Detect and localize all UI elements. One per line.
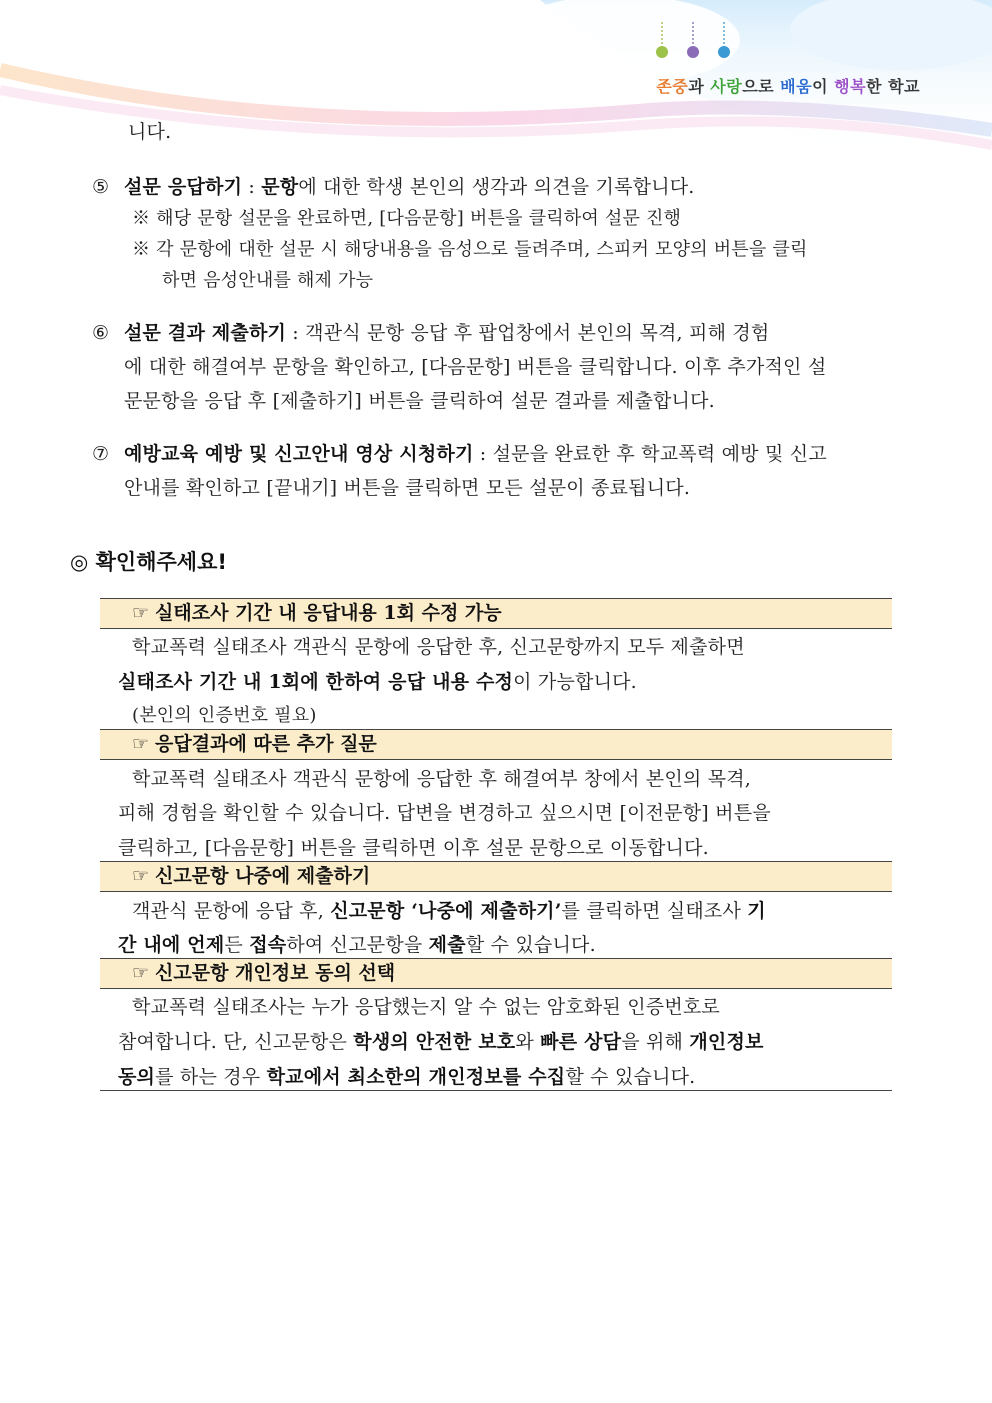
notice-bottom-rule — [100, 1090, 892, 1091]
step-number: ⑥ — [92, 322, 110, 344]
step-5-note-1: ※ 해당 문항 설문을 완료하면, [다음문항] 버튼을 클릭하여 설문 진행 — [132, 208, 682, 229]
step-title: 예방교육 예방 및 신고안내 영상 시청하기 — [124, 443, 474, 465]
slogan-learning: 배움 — [780, 77, 813, 96]
slogan-love: 사랑 — [710, 77, 743, 96]
slogan-respect: 존중 — [656, 77, 689, 96]
notice-3-line-1: 객관식 문항에 응답 후, 신고문항 ‘나중에 제출하기’를 클릭하면 실태조사 기 — [132, 900, 766, 922]
notice-2-line-1: 학교폭력 실태조사 객관식 문항에 응답한 후 해결여부 창에서 본인의 목격, — [132, 768, 752, 790]
continued-text: 니다. — [128, 121, 172, 143]
pointing-hand-icon: ☞ — [132, 962, 150, 984]
notice-1-line-3: (본인의 인증번호 필요) — [132, 705, 317, 726]
slogan-part: 과 — [688, 77, 711, 96]
slogan-part: 으로 — [742, 77, 781, 96]
step-6-line-3: 문문항을 응답 후 [제출하기] 버튼을 클릭하여 설문 결과를 제출합니다. — [124, 390, 715, 412]
step-title: 설문 결과 제출하기 — [124, 322, 287, 344]
pointing-hand-icon: ☞ — [132, 865, 150, 887]
notice-2-line-3: 클릭하고, [다음문항] 버튼을 클릭하면 이후 설문 문항으로 이동합니다. — [118, 837, 709, 859]
slogan-part: 이 — [812, 77, 835, 96]
notice-4-line-1: 학교폭력 실태조사는 누가 응답했는지 알 수 없는 암호화된 인증번호로 — [132, 996, 720, 1018]
step-6-line-2: 에 대한 해결여부 문항을 확인하고, [다음문항] 버튼을 클릭합니다. 이후 추가적인 설 — [124, 356, 827, 378]
slogan-part: 한 학교 — [866, 77, 920, 96]
step-6: ⑥ 설문 결과 제출하기 : 객관식 문항 응답 후 팝업창에서 본인의 목격, 피해 경험 — [92, 322, 770, 344]
notice-1-line-2: 실태조사 기간 내 1회에 한하여 응답 내용 수정이 가능합니다. — [118, 671, 637, 693]
notice-1-line-1: 학교폭력 실태조사 객관식 문항에 응답한 후, 신고문항까지 모두 제출하면 — [132, 636, 745, 658]
step-5: ⑤ 설문 응답하기 : 문항에 대한 학생 본인의 생각과 의견을 기록합니다. — [92, 176, 695, 198]
notice-4-line-3: 동의를 하는 경우 학교에서 최소한의 개인정보를 수집할 수 있습니다. — [118, 1066, 696, 1088]
pointing-hand-icon: ☞ — [132, 733, 150, 755]
notice-4-line-2: 참여합니다. 단, 신고문항은 학생의 안전한 보호와 빠른 상담을 위해 개인정보 — [118, 1031, 764, 1053]
school-slogan — [656, 74, 920, 97]
step-5-note-2: ※ 각 문항에 대한 설문 시 해당내용을 음성으로 들려주며, 스피커 모양의 버튼을 클릭 — [132, 239, 808, 260]
step-7-line-2: 안내를 확인하고 [끝내기] 버튼을 클릭하면 모든 설문이 종료됩니다. — [124, 477, 691, 499]
three-dots-ornament — [648, 20, 738, 70]
notice-heading-edit-once: ☞ 실태조사 기간 내 응답내용 1회 수정 가능 — [100, 598, 892, 629]
step-5-note-2-cont: 하면 음성안내를 해제 가능 — [162, 270, 374, 291]
step-number: ⑤ — [92, 176, 110, 198]
notice-2-line-2: 피해 경험을 확인할 수 있습니다. 답변을 변경하고 싶으시면 [이전문항] 버튼을 — [118, 802, 771, 824]
notice-title: ◎ 확인해주세요! — [70, 550, 227, 574]
notice-3-line-2: 간 내에 언제든 접속하여 신고문항을 제출할 수 있습니다. — [118, 934, 596, 956]
slogan-happy: 행복 — [834, 77, 867, 96]
notice-heading-additional-question: ☞ 응답결과에 따른 추가 질문 — [100, 729, 892, 760]
notice-heading-privacy-consent: ☞ 신고문항 개인정보 동의 선택 — [100, 958, 892, 989]
pointing-hand-icon: ☞ — [132, 602, 150, 624]
step-title: 설문 응답하기 — [124, 176, 243, 198]
notice-heading-submit-later: ☞ 신고문항 나중에 제출하기 — [100, 861, 892, 892]
step-number: ⑦ — [92, 443, 110, 465]
step-7: ⑦ 예방교육 예방 및 신고안내 영상 시청하기 : 설문을 완료한 후 학교폭력 예방 및 신고 — [92, 443, 827, 465]
